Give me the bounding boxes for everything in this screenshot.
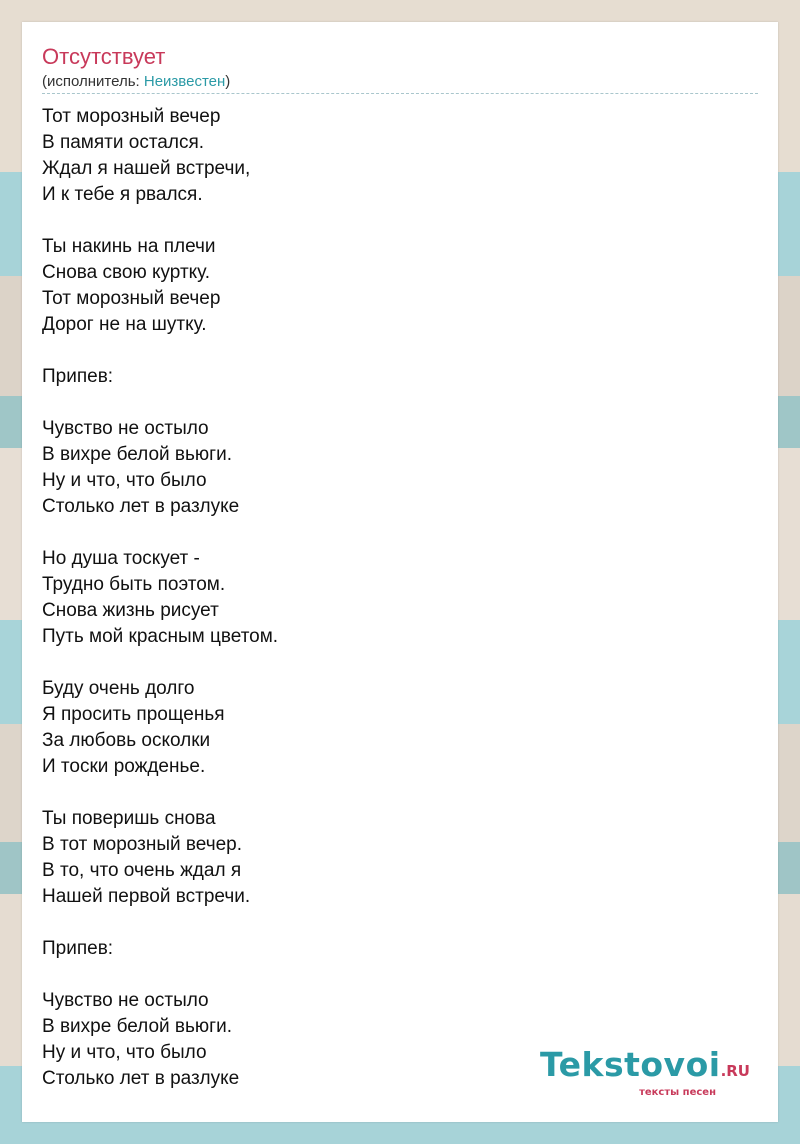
lyrics-card (22, 22, 778, 1122)
lyric-line: В тот морозный вечер. (42, 834, 243, 855)
lyric-line: Путь мой красным цветом. (42, 626, 279, 647)
lyric-line: Ну и что, что было (42, 1042, 207, 1063)
lyric-line: Ну и что, что было (42, 470, 207, 491)
lyric-line: Буду очень долго (42, 678, 195, 699)
lyric-line: В памяти остался. (42, 132, 205, 153)
stanza-gap (42, 780, 278, 806)
lyric-line: Нашей первой встречи. (42, 886, 251, 907)
logo-wordmark (540, 1045, 750, 1088)
artist-prefix: (исполнитель: (42, 73, 144, 90)
lyric-line: Ты накинь на плечи (42, 236, 216, 257)
lyric-line: Ждал я нашей встречи, (42, 158, 251, 179)
artist-line (42, 73, 230, 91)
stanza-gap (42, 910, 278, 936)
artist-suffix: ) (225, 73, 231, 90)
lyric-line: Столько лет в разлуке (42, 1068, 240, 1089)
lyric-line: Припев: (42, 938, 114, 959)
lyric-line: Столько лет в разлуке (42, 496, 240, 517)
lyric-line: Снова жизнь рисует (42, 600, 219, 621)
stanza-gap (42, 650, 278, 676)
lyric-line: В вихре белой вьюги. (42, 444, 232, 465)
stanza-gap (42, 208, 278, 234)
lyric-line: Припев: (42, 366, 114, 387)
stanza-gap (42, 390, 278, 416)
lyric-line: В вихре белой вьюги. (42, 1016, 232, 1037)
lyric-line: Я просить прощенья (42, 704, 225, 725)
lyric-line: Снова свою куртку. (42, 262, 211, 283)
lyric-line: В то, что очень ждал я (42, 860, 242, 881)
lyric-line: Трудно быть поэтом. (42, 574, 226, 595)
title-divider (42, 93, 758, 94)
song-title: Отсутствует (42, 44, 166, 69)
logo-tagline: тексты песен (639, 1087, 716, 1098)
site-logo[interactable] (540, 1045, 750, 1098)
logo-tld: .RU (720, 1062, 750, 1080)
logo-main-text: Tekstovoi (540, 1045, 721, 1084)
lyric-line: За любовь осколки (42, 730, 211, 751)
lyric-line: Дорог не на шутку. (42, 314, 207, 335)
lyric-line: Но душа тоскует - (42, 548, 200, 569)
stanza-gap (42, 962, 278, 988)
lyric-line: Чувство не остыло (42, 418, 209, 439)
lyrics-body (42, 104, 278, 1092)
stanza-gap (42, 520, 278, 546)
lyric-line: Тот морозный вечер (42, 288, 221, 309)
lyric-line: Чувство не остыло (42, 990, 209, 1011)
lyric-line: Тот морозный вечер (42, 106, 221, 127)
lyric-line: И тоски рожденье. (42, 756, 206, 777)
lyric-line: Ты поверишь снова (42, 808, 216, 829)
lyric-line: И к тебе я рвался. (42, 184, 203, 205)
stanza-gap (42, 338, 278, 364)
artist-link[interactable]: Неизвестен (143, 73, 226, 90)
